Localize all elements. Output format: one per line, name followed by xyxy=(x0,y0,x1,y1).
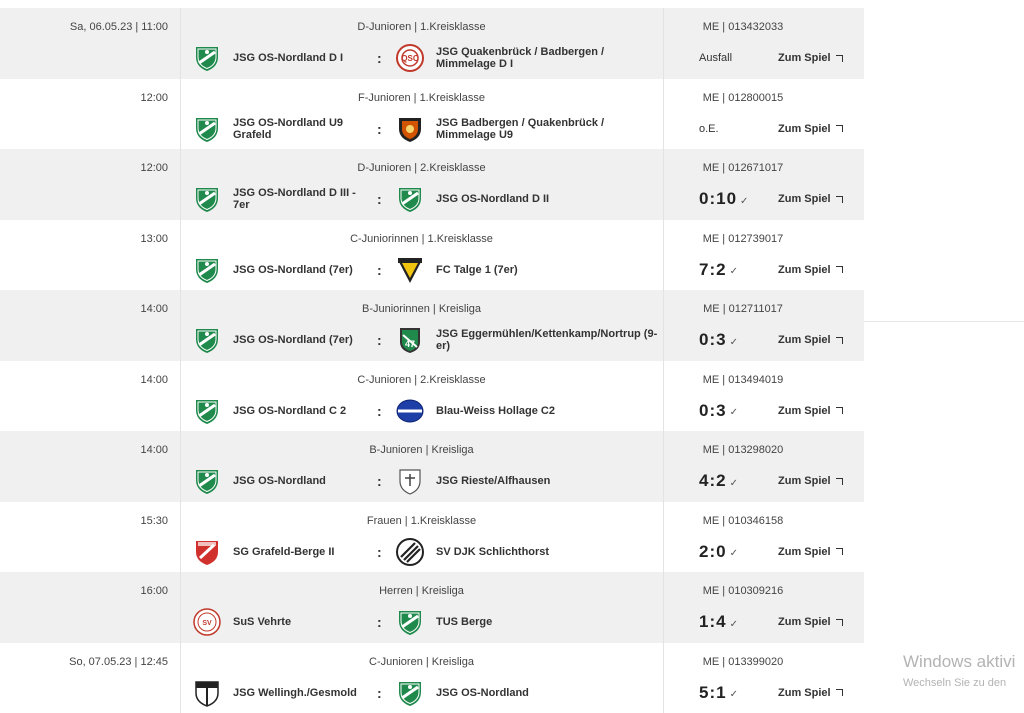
column-divider xyxy=(180,149,181,220)
match-row xyxy=(0,8,864,79)
svg-text:SV: SV xyxy=(202,620,212,627)
external-arrow-icon xyxy=(836,689,843,696)
match-id: ME | 012711017 xyxy=(703,303,783,315)
green-shield-crest-icon[interactable] xyxy=(192,114,222,144)
score-separator: : xyxy=(377,191,382,207)
green-shield-crest-icon[interactable] xyxy=(192,466,222,496)
match-id: ME | 013432033 xyxy=(702,21,784,33)
match-competition: D-Junioren | 2.Kreisklasse xyxy=(357,162,486,174)
check-icon: ✓ xyxy=(729,618,739,630)
column-divider xyxy=(663,220,664,291)
score-separator: : xyxy=(377,50,382,66)
away-team-name[interactable]: SV DJK Schlichthorst xyxy=(436,545,550,558)
check-icon: ✓ xyxy=(729,266,739,277)
zum-spiel-link[interactable]: Zum Spiel xyxy=(778,334,843,346)
svg-text:QSC: QSC xyxy=(401,54,419,63)
external-arrow-icon xyxy=(836,619,843,626)
column-divider xyxy=(180,290,181,361)
match-time: 14:00 xyxy=(140,303,168,315)
match-result: o.E. xyxy=(699,122,719,135)
home-team-name[interactable]: JSG OS-Nordland C 2 xyxy=(233,404,347,417)
zum-spiel-link[interactable]: Zum Spiel xyxy=(778,405,843,417)
green-shield-crest-icon[interactable] xyxy=(192,255,222,285)
away-team-name[interactable]: FC Talge 1 (7er) xyxy=(436,263,518,276)
match-time: 13:00 xyxy=(140,232,168,245)
zum-spiel-link[interactable]: Zum Spiel xyxy=(778,616,843,628)
check-icon: ✓ xyxy=(729,548,739,559)
yellow-black-crest-icon[interactable] xyxy=(395,255,425,285)
match-competition: Frauen | 1.Kreisklasse xyxy=(366,514,477,527)
match-time: Sa, 06.05.23 | 11:00 xyxy=(69,21,168,33)
column-divider xyxy=(663,643,664,713)
match-row xyxy=(0,361,864,432)
zum-spiel-link[interactable]: Zum Spiel xyxy=(778,123,843,135)
external-arrow-icon xyxy=(836,548,843,555)
zum-spiel-link[interactable]: Zum Spiel xyxy=(778,687,843,699)
match-time: 14:00 xyxy=(140,373,168,386)
black-white-striped-crest-icon[interactable] xyxy=(395,537,425,567)
red-black-shield-crest-icon[interactable] xyxy=(395,114,425,144)
green-shield-crest-icon[interactable] xyxy=(395,184,425,214)
score-separator: : xyxy=(377,473,382,489)
svg-text:47: 47 xyxy=(404,339,416,349)
match-list xyxy=(0,8,864,713)
away-team-name[interactable]: JSG Rieste/Alfhausen xyxy=(436,475,551,487)
match-time: 15:30 xyxy=(140,514,168,527)
external-arrow-icon xyxy=(836,407,843,414)
match-id: ME | 013298020 xyxy=(702,444,784,456)
external-arrow-icon xyxy=(836,478,843,485)
column-divider xyxy=(663,502,664,573)
match-time: 12:00 xyxy=(140,91,168,104)
match-result: Ausfall xyxy=(699,52,733,64)
external-arrow-icon xyxy=(836,55,843,62)
side-divider xyxy=(864,321,1024,322)
match-time: 12:00 xyxy=(140,162,168,174)
match-result: 0:3 ✓ xyxy=(699,400,739,420)
match-competition: D-Junioren | 1.Kreisklasse xyxy=(357,21,486,33)
match-time: 16:00 xyxy=(140,585,168,597)
column-divider xyxy=(180,8,181,79)
score-separator: : xyxy=(377,120,382,137)
windows-activation-watermark xyxy=(903,652,1015,690)
score-separator: : xyxy=(377,332,382,348)
match-row xyxy=(0,149,864,220)
column-divider xyxy=(180,502,181,573)
match-result: 2:0 ✓ xyxy=(699,541,739,561)
match-row xyxy=(0,431,864,502)
green-shield-crest-icon[interactable] xyxy=(192,43,222,73)
column-divider xyxy=(180,643,181,713)
red-shield-crest-icon[interactable] xyxy=(192,537,222,567)
match-result: 7:2 ✓ xyxy=(699,259,739,279)
score-separator: : xyxy=(377,684,382,701)
green-shield-crest-icon[interactable] xyxy=(395,607,425,637)
green-shield-crest-icon[interactable] xyxy=(192,325,222,355)
match-result: 0:3 ✓ xyxy=(699,330,739,349)
column-divider xyxy=(180,572,181,643)
away-team-name[interactable]: TUS Berge xyxy=(436,616,493,628)
watermark-line-1: Windows aktivi xyxy=(903,652,1016,671)
check-icon: ✓ xyxy=(729,689,739,700)
zum-spiel-link[interactable]: Zum Spiel xyxy=(778,264,843,276)
column-divider xyxy=(180,79,181,150)
match-id: ME | 012739017 xyxy=(702,232,784,245)
home-team-name[interactable]: JSG OS-Nordland (7er) xyxy=(233,263,353,276)
away-team-name[interactable]: JSG OS-Nordland xyxy=(436,686,529,699)
white-outline-crest-icon[interactable] xyxy=(395,466,425,496)
match-row xyxy=(0,290,864,361)
home-team-name[interactable]: JSG OS-Nordland (7er) xyxy=(233,334,353,346)
score-separator: : xyxy=(377,614,382,630)
home-team-name[interactable]: JSG Wellingh./Gesmold xyxy=(233,686,357,699)
match-result: 1:4 ✓ xyxy=(699,612,739,631)
match-competition: C-Junioren | Kreisliga xyxy=(369,655,474,668)
match-competition: F-Junioren | 1.Kreisklasse xyxy=(358,91,485,104)
column-divider xyxy=(180,431,181,502)
away-team-name[interactable]: Blau-Weiss Hollage C2 xyxy=(436,404,555,417)
away-team-name[interactable]: JSG Eggermühlen/Kettenkamp/Nortrup (9-er) xyxy=(436,328,658,352)
match-competition: B-Junioren | Kreisliga xyxy=(369,444,474,456)
match-result: 5:1 ✓ xyxy=(699,682,739,702)
zum-spiel-link[interactable]: Zum Spiel xyxy=(778,193,843,205)
check-icon: ✓ xyxy=(740,195,750,207)
match-row xyxy=(0,572,864,643)
column-divider xyxy=(663,431,664,502)
match-row xyxy=(0,643,864,713)
green-shield-crest-icon[interactable] xyxy=(192,184,222,214)
red-circle-outline-crest-icon[interactable] xyxy=(192,607,222,637)
away-team-name[interactable]: JSG Badbergen / Quakenbrück / Mimmelage U9 xyxy=(436,116,605,141)
red-circle-crest-icon[interactable] xyxy=(395,43,425,73)
external-arrow-icon xyxy=(836,266,843,273)
column-divider xyxy=(663,79,664,150)
match-row xyxy=(0,220,864,291)
match-competition: C-Junioren | 2.Kreisklasse xyxy=(357,373,486,386)
external-arrow-icon xyxy=(836,196,843,203)
match-competition: Herren | Kreisliga xyxy=(379,585,464,597)
match-id: ME | 013399020 xyxy=(702,655,784,668)
external-arrow-icon xyxy=(836,337,843,344)
column-divider xyxy=(180,361,181,432)
away-team-name[interactable]: JSG OS-Nordland D II xyxy=(436,193,550,205)
score-separator: : xyxy=(377,261,382,278)
watermark-line-2: Wechseln Sie zu den xyxy=(903,677,1007,689)
zum-spiel-link[interactable]: Zum Spiel xyxy=(778,546,843,558)
match-competition: C-Juniorinnen | 1.Kreisklasse xyxy=(350,232,493,245)
score-separator: : xyxy=(377,543,382,560)
home-team-name[interactable]: SG Grafeld-Berge II xyxy=(233,545,335,558)
home-team-name[interactable]: SuS Vehrte xyxy=(233,616,292,628)
check-icon: ✓ xyxy=(729,336,739,348)
match-time: So, 07.05.23 | 12:45 xyxy=(69,655,168,668)
green-shield-crest-icon[interactable] xyxy=(192,396,222,426)
match-result: 4:2 ✓ xyxy=(699,471,739,490)
external-arrow-icon xyxy=(836,125,843,132)
match-competition: B-Juniorinnen | Kreisliga xyxy=(361,303,482,315)
column-divider xyxy=(663,149,664,220)
match-row xyxy=(0,79,864,150)
match-time: 14:00 xyxy=(140,444,168,456)
score-separator: : xyxy=(377,402,382,419)
away-team-name[interactable]: JSG Quakenbrück / Badbergen / Mimmelage D I xyxy=(436,46,605,70)
check-icon: ✓ xyxy=(729,477,739,489)
home-team-name[interactable]: JSG OS-Nordland D III - 7er xyxy=(233,187,356,211)
match-id: ME | 010346158 xyxy=(702,514,784,527)
column-divider xyxy=(663,290,664,361)
match-result: 0:10 ✓ xyxy=(699,189,750,208)
match-id: ME | 013494019 xyxy=(702,373,784,386)
home-team-name[interactable]: JSG OS-Nordland U9 Grafeld xyxy=(233,116,344,141)
column-divider xyxy=(663,8,664,79)
zum-spiel-link[interactable]: Zum Spiel xyxy=(778,475,843,487)
match-id: ME | 010309216 xyxy=(702,585,784,597)
blue-oval-crest-icon[interactable] xyxy=(395,396,425,426)
column-divider xyxy=(180,220,181,291)
home-team-name[interactable]: JSG OS-Nordland D I xyxy=(233,52,344,64)
green-shield-crest-icon[interactable] xyxy=(395,678,425,708)
check-icon: ✓ xyxy=(729,407,739,418)
match-id: ME | 012671017 xyxy=(702,162,784,174)
green-47-crest-icon[interactable] xyxy=(395,325,425,355)
column-divider xyxy=(663,572,664,643)
column-divider xyxy=(663,361,664,432)
home-team-name[interactable]: JSG OS-Nordland xyxy=(233,475,326,487)
match-row xyxy=(0,502,864,573)
zum-spiel-link[interactable]: Zum Spiel xyxy=(778,52,843,64)
black-white-crest-icon[interactable] xyxy=(192,678,222,708)
match-id: ME | 012800015 xyxy=(702,91,784,104)
